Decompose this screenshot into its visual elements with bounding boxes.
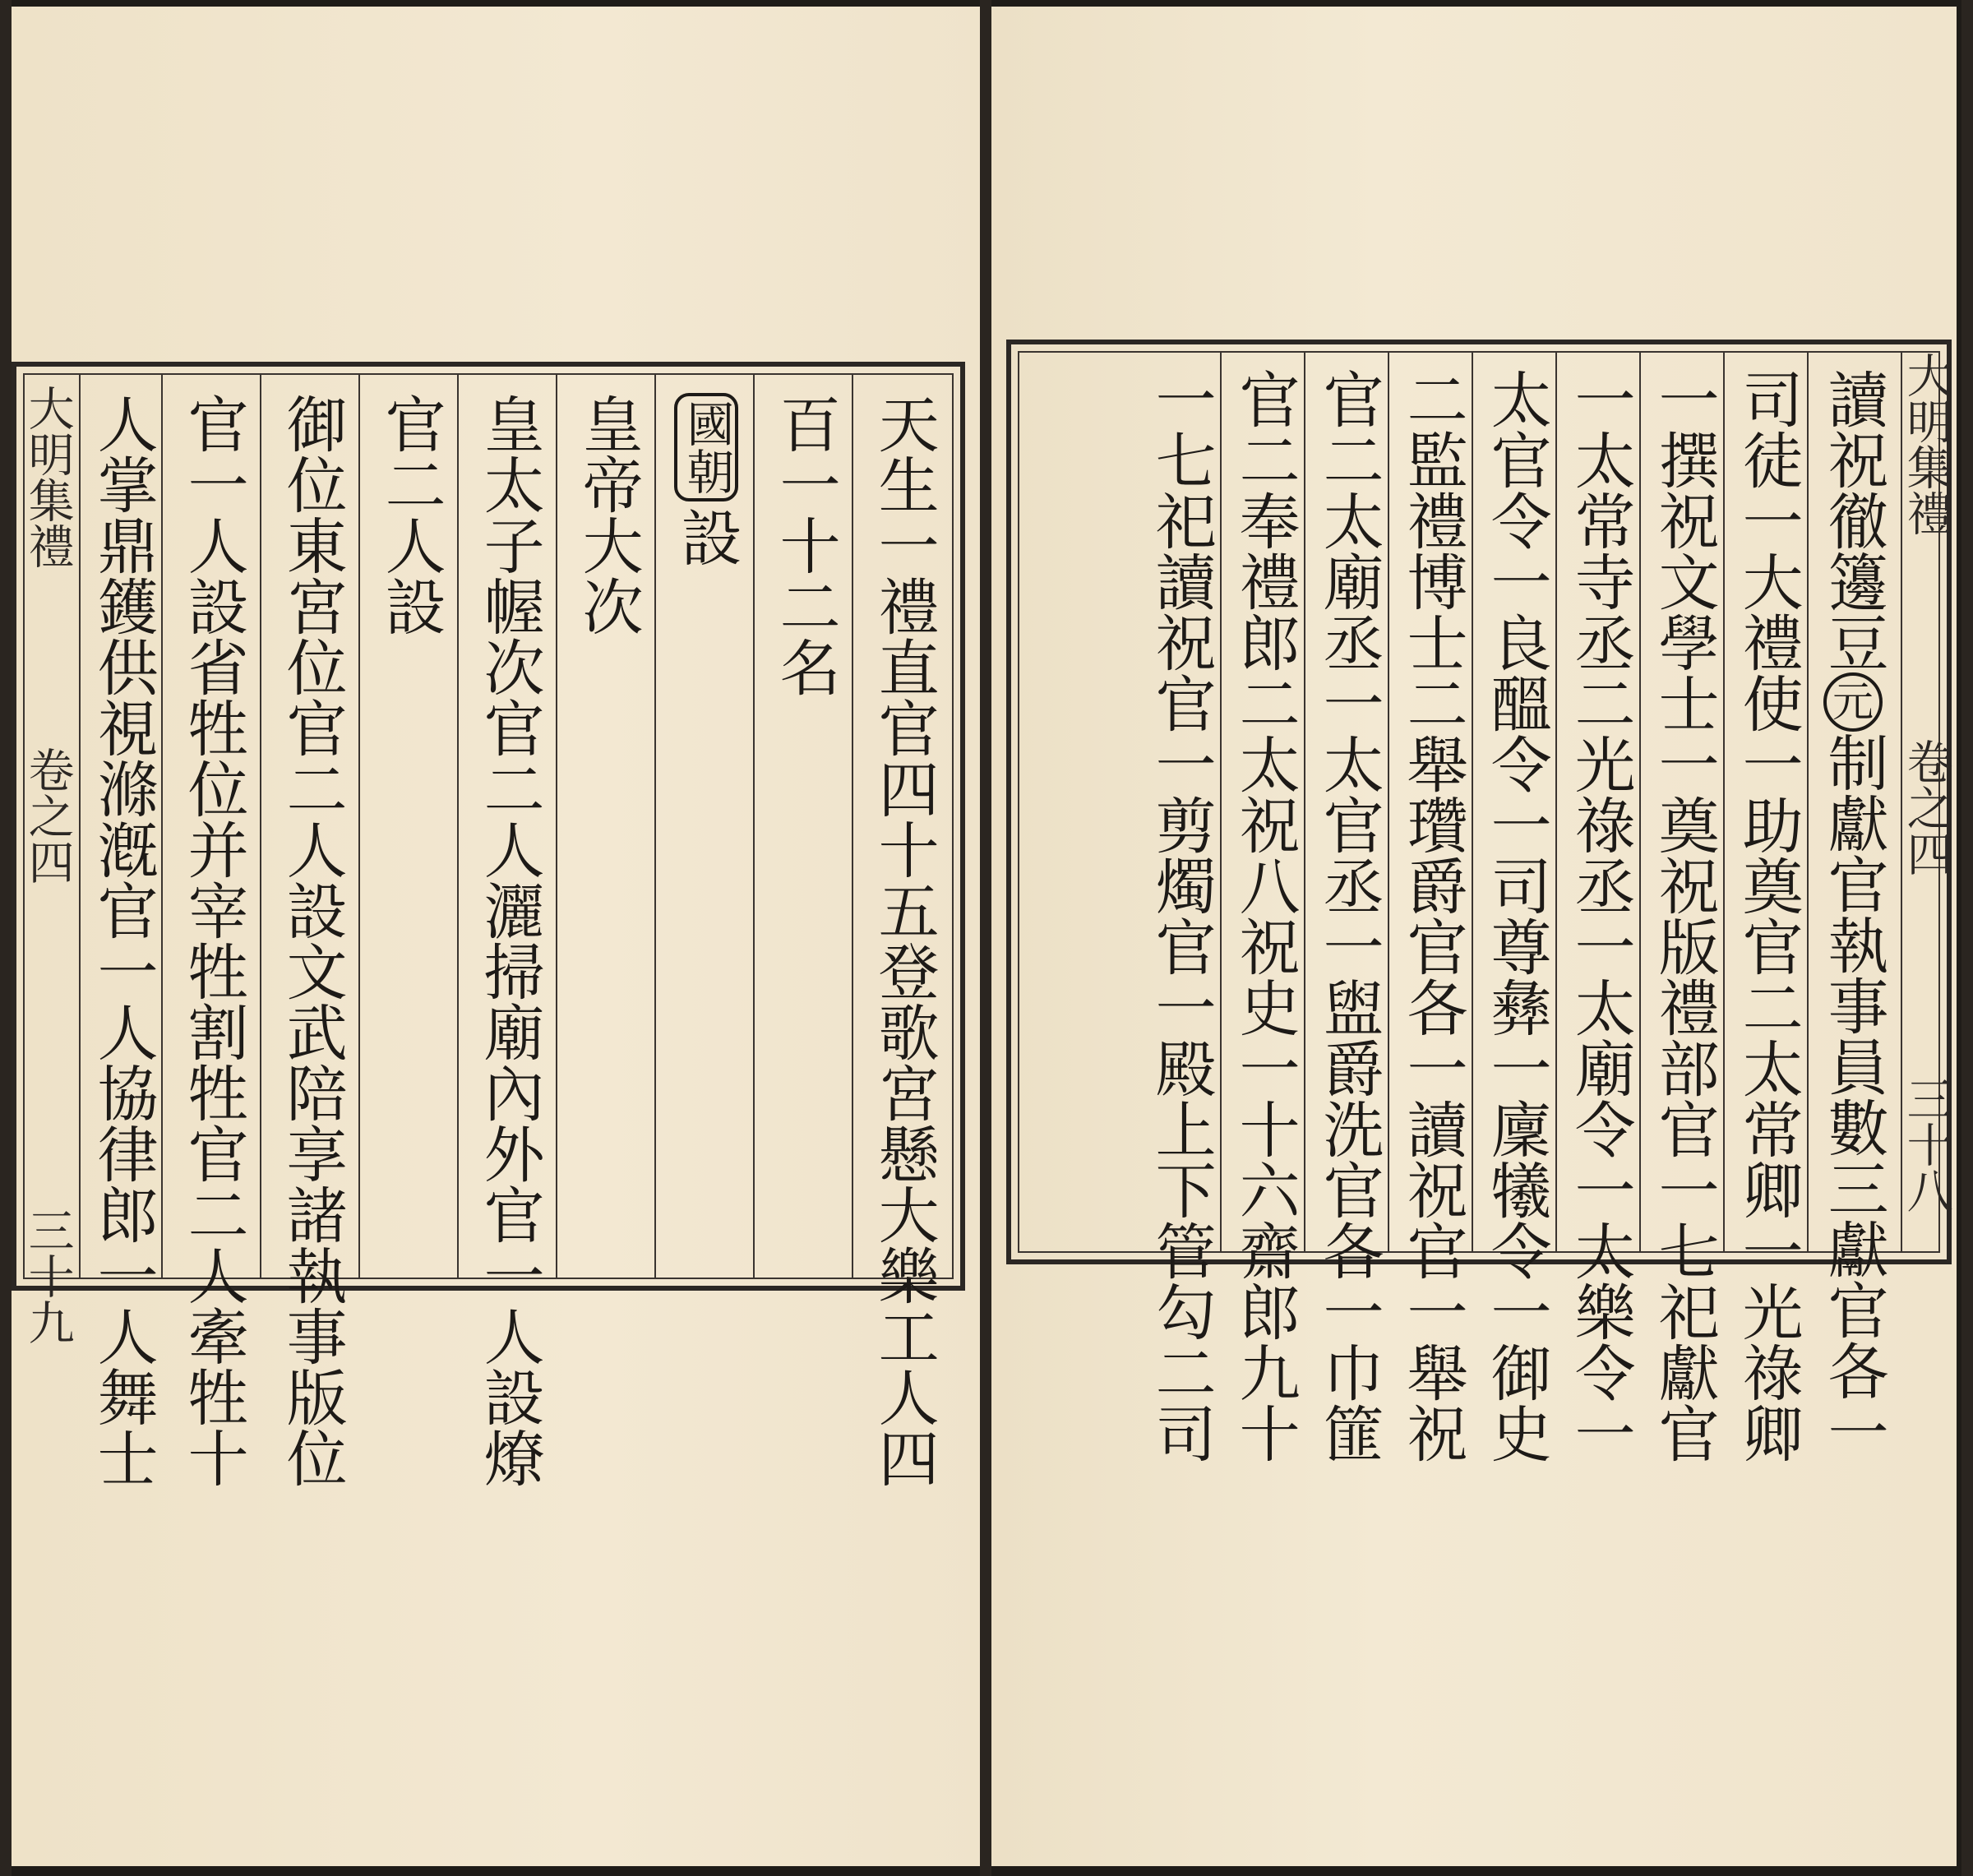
text-column: 讀祝徹籩豆 元 制獻官執事員數三獻官各一	[1818, 368, 1889, 1462]
right-margin-page-band	[1899, 1075, 1953, 1213]
text-column: 國朝 設	[669, 393, 743, 567]
margin-title: 大明集禮	[21, 385, 75, 569]
circle-mark-yuan: 元	[1823, 672, 1883, 732]
margin-page-number: 三十八	[1899, 1075, 1953, 1213]
text-column: 一太常寺丞二光祿丞一太廟令一太樂令一	[1564, 368, 1636, 1463]
column-rule	[358, 373, 360, 1278]
left-page	[12, 7, 982, 1866]
column-rule	[556, 373, 557, 1278]
text-column: 太官令一良醞令一司尊彝一廩犧令一御史	[1481, 368, 1552, 1463]
book-gutter	[980, 0, 991, 1876]
column-rule	[1220, 352, 1222, 1252]
text-column: 官二人設	[375, 393, 446, 636]
left-edge	[0, 0, 12, 1876]
text-column: 二監禮博士二舉瓚爵官各一讀祝官一舉祝	[1397, 368, 1468, 1463]
text-column: 皇帝大次	[572, 393, 644, 636]
text-column: 皇太子幄次官二人灑掃廟內外官一人設燎	[474, 393, 545, 1488]
column-rule	[1639, 352, 1641, 1252]
column-rule	[457, 373, 459, 1278]
column-rule	[1388, 352, 1389, 1252]
seal-mark-guochao: 國朝	[674, 393, 739, 501]
text-column: 一撰祝文學士一奠祝版禮部官一七祀獻官	[1648, 368, 1720, 1463]
column-rule	[1472, 352, 1473, 1252]
left-margin-page-band	[21, 1207, 75, 1345]
text-column: 官一人設省牲位并宰牲割牲官二人牽牲十	[178, 393, 249, 1488]
right-page	[991, 7, 1957, 1866]
column-rule	[79, 373, 81, 1278]
column-rule	[1807, 352, 1809, 1252]
column-rule	[161, 373, 163, 1278]
left-margin-volume	[21, 746, 75, 885]
column-rule	[260, 373, 261, 1278]
text-column: 人掌鼎鑊供視滌漑官一人協律郎一人舞士	[87, 393, 159, 1488]
margin-title: 大明集禮	[1899, 352, 1953, 536]
margin-page-number: 三十九	[21, 1207, 75, 1345]
column-rule	[654, 373, 656, 1278]
column-rule	[1723, 352, 1725, 1252]
text-column: 御位東宮位官二人設文武陪享諸執事版位	[276, 393, 348, 1488]
column-rule	[852, 373, 853, 1278]
right-margin-volume	[1899, 738, 1953, 876]
right-margin-band	[1899, 352, 1953, 536]
text-column: 百一十二名	[769, 393, 841, 697]
right-edge	[1961, 0, 1973, 1876]
text-column: 官二太廟丞一太官丞一盥爵洗官各一巾篚	[1313, 368, 1384, 1463]
text-column: 司徒一大禮使一助奠官二太常卿一光祿卿	[1732, 368, 1804, 1463]
column-rule	[1304, 352, 1305, 1252]
text-column: 天生一禮直官四十五登歌宮懸大樂工人四	[868, 393, 940, 1488]
left-margin-band	[21, 385, 75, 569]
text-column: 官二奉禮郎二太祝八祝史一十六齋郎九十	[1229, 368, 1301, 1463]
margin-volume: 卷之四	[1899, 738, 1953, 876]
column-rule	[1555, 352, 1557, 1252]
column-rule	[753, 373, 755, 1278]
margin-volume: 卷之四	[21, 746, 75, 885]
text-column: 一七祀讀祝官一剪燭官一殿上下管勾二司	[1145, 368, 1217, 1463]
